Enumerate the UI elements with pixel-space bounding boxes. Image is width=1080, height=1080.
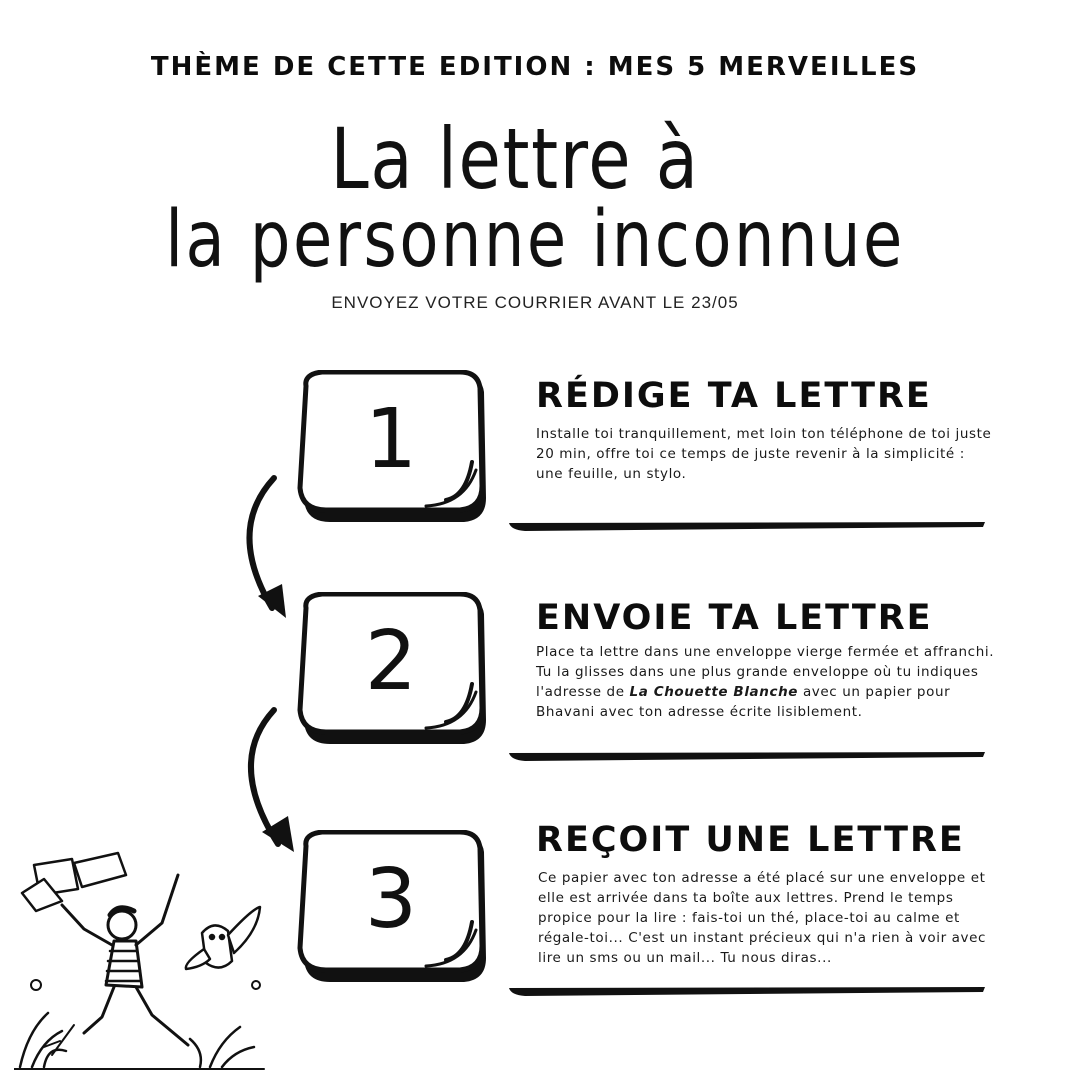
step-3-text: Ce papier avec ton adresse a été placé sur une enveloppe et elle est arrivée dans ta boîte aux lettres. Prend le temps propice pour la lire : fais-toi un thé, place-toi au calme et régale-toi... C'est un instant précieux qui n'a rien à voir avec lire un sms ou un mail... Tu nous diras...	[538, 870, 987, 966]
curved-arrow-icon	[230, 460, 310, 860]
deadline-text: ENVOYEZ VOTRE COURRIER AVANT LE 23/05	[331, 293, 739, 312]
step-1-title: RÉDIGE TA LETTRE	[536, 376, 932, 416]
brush-divider	[505, 518, 987, 534]
step-1-number: 1	[364, 392, 418, 487]
brush-divider	[505, 983, 987, 999]
step-3-key	[296, 830, 492, 986]
store-name: La Chouette Blanche	[629, 684, 799, 700]
step-2-key	[296, 592, 492, 748]
step-3-title: REÇOIT UNE LETTRE	[536, 820, 965, 860]
grass-icon	[14, 1013, 264, 1069]
step-3-number: 3	[364, 852, 418, 947]
step-2-number: 2	[364, 614, 418, 709]
step-2-text-after: avec un papier pour Bhavani avec ton adresse écrite lisiblement.	[536, 684, 951, 720]
owl-icon	[186, 907, 260, 969]
page-title-line2: la personne inconnue	[165, 195, 905, 285]
step-2-title: ENVOIE TA LETTRE	[536, 598, 933, 638]
theme-heading: THÈME DE CETTE EDITION : MES 5 MERVEILLES	[150, 52, 920, 82]
person-illustration	[14, 845, 284, 1077]
page-title-line1: La lettre à	[330, 110, 700, 208]
step-1-key	[296, 370, 492, 526]
step-1-text: Installe toi tranquillement, met loin ton téléphone de toi juste 20 min, offre toi ce temps de juste revenir à la simplicité : une feuille, un stylo.	[536, 426, 992, 482]
step-2-text-before: Place ta lettre dans une enveloppe vierge fermée et affranchi. Tu la glisses dans une plus grande enveloppe où tu indiques l'adresse de	[536, 644, 995, 700]
brush-divider	[505, 748, 987, 764]
step-2-text	[536, 642, 996, 722]
letter-paper-icon	[22, 853, 126, 911]
